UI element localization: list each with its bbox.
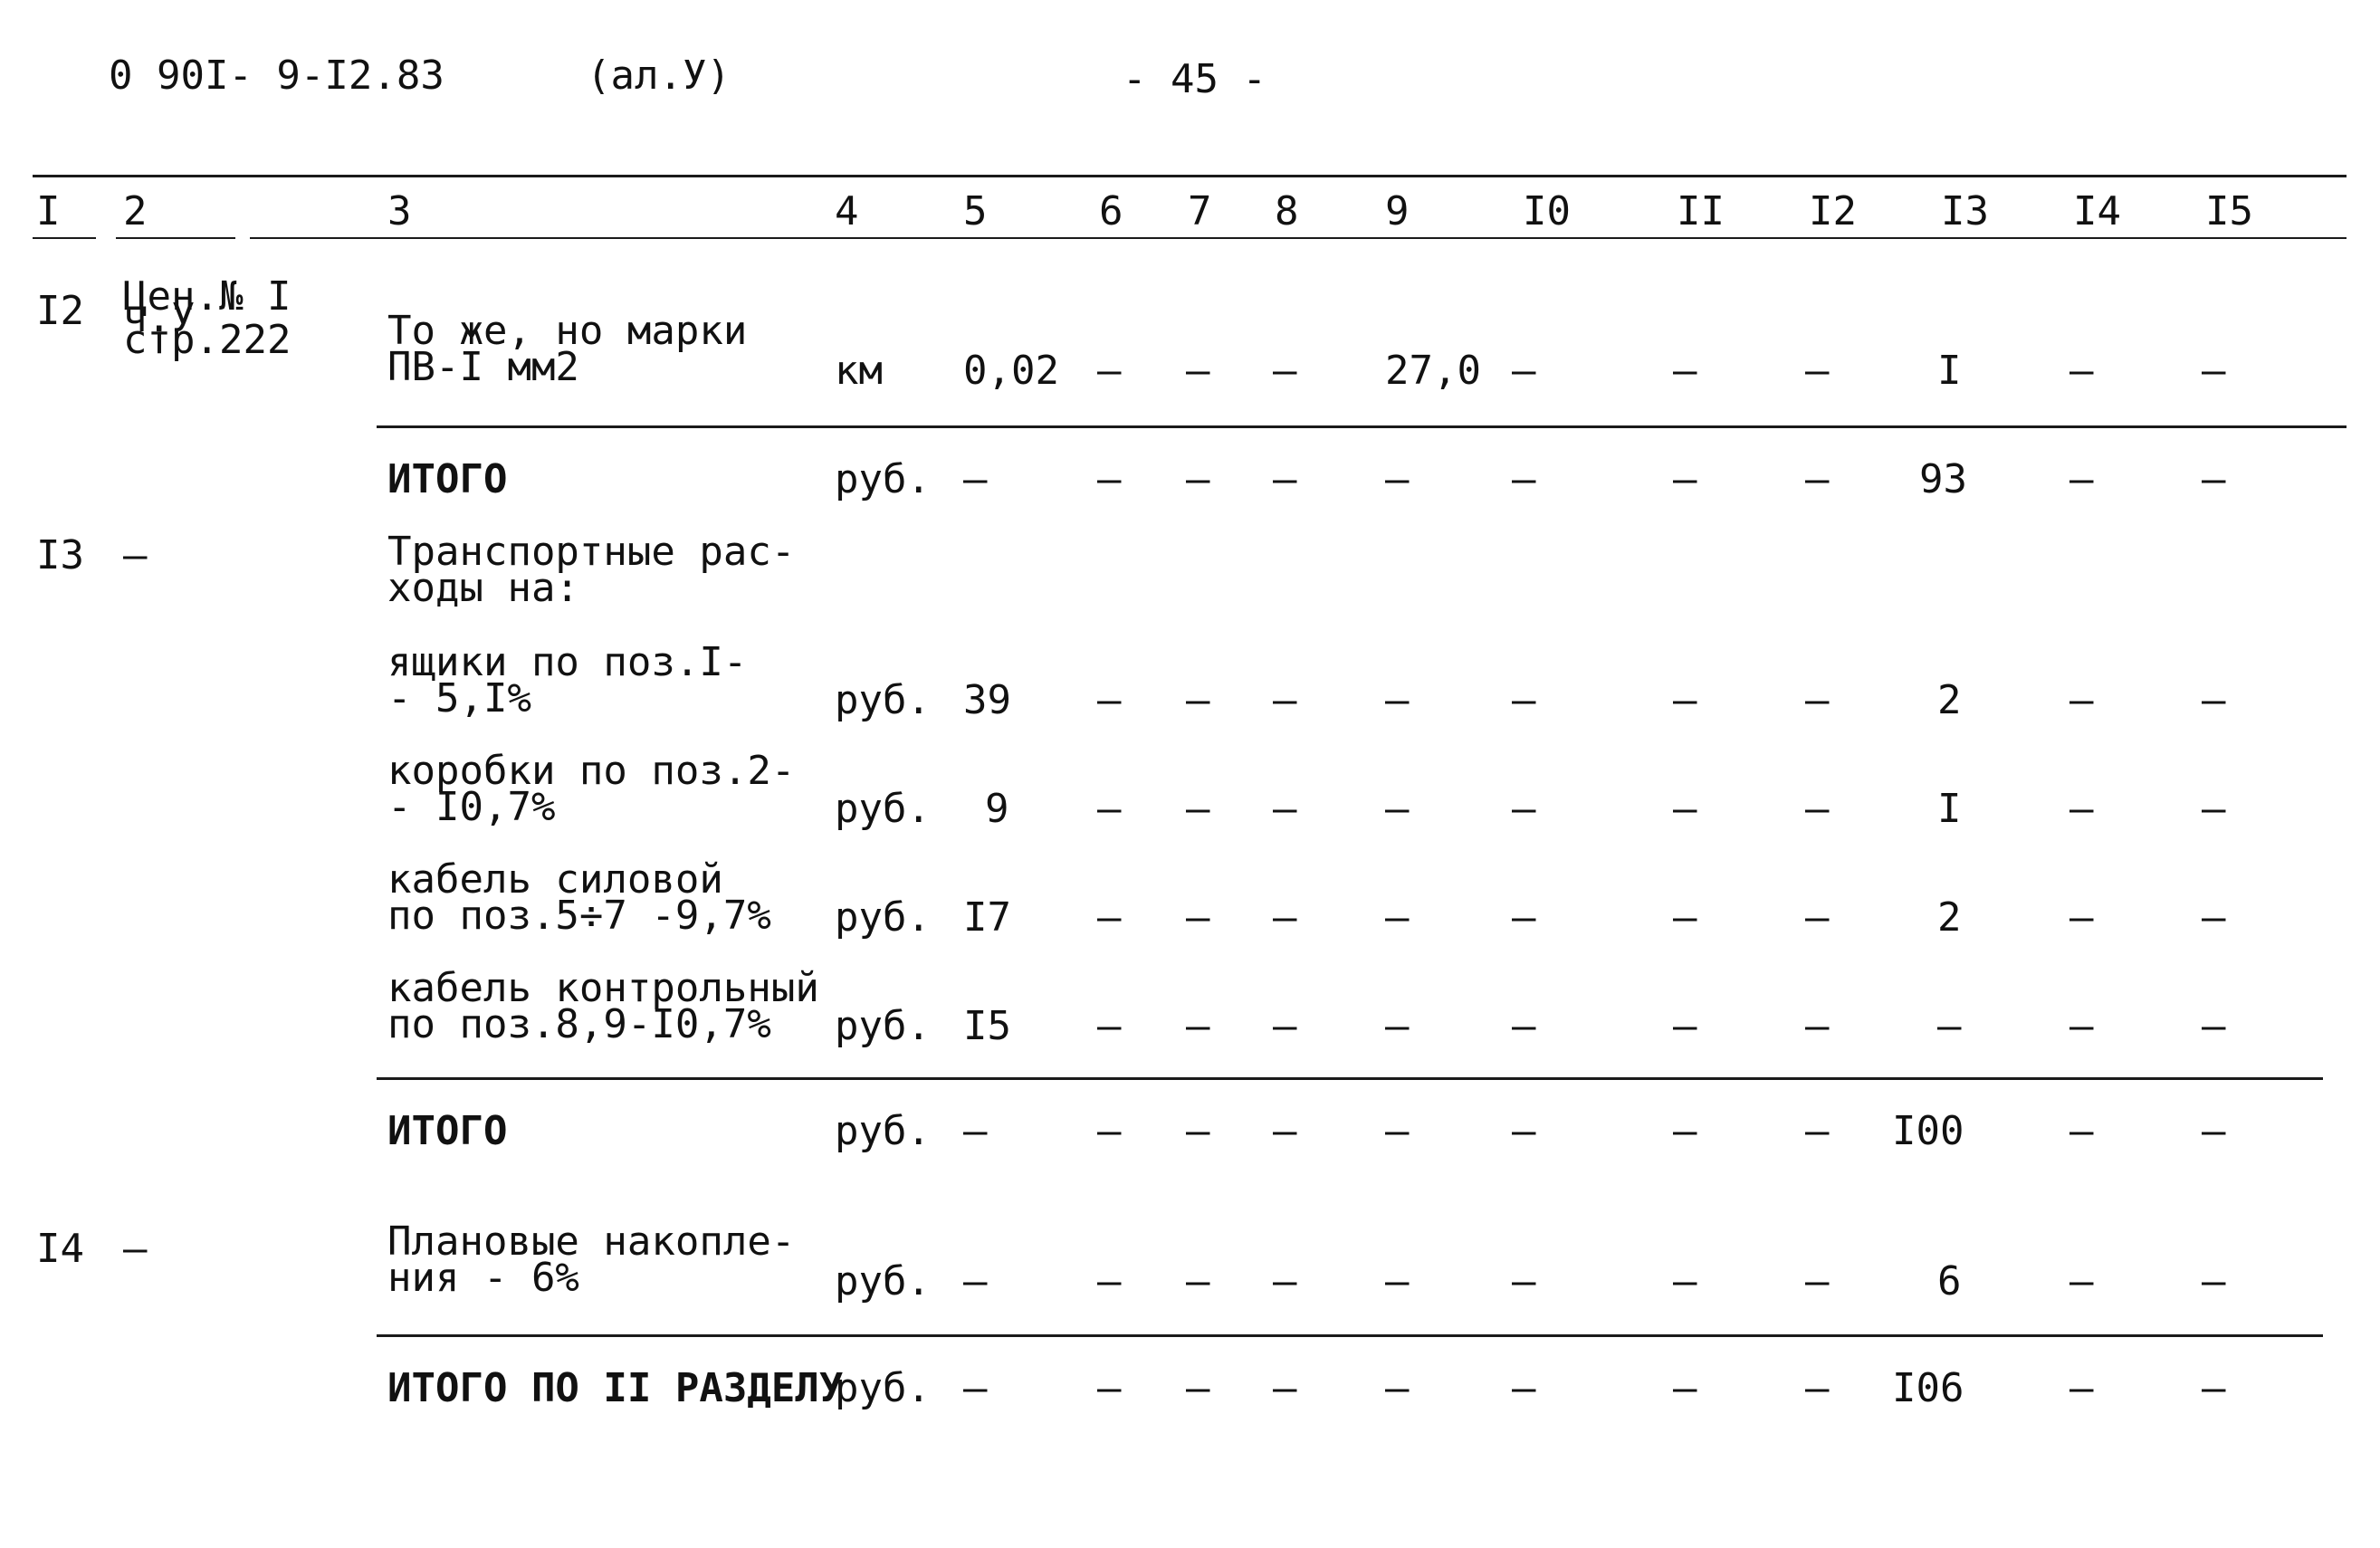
col-11-value: – bbox=[1673, 1003, 1697, 1049]
col-6-value: – bbox=[1097, 786, 1122, 832]
column-header: I4 bbox=[2073, 188, 2121, 234]
header-underline bbox=[33, 237, 96, 239]
row-position: I2 bbox=[36, 288, 84, 334]
col-14-value: – bbox=[2069, 786, 2094, 832]
column-header: 5 bbox=[963, 188, 988, 234]
col-6-value: – bbox=[1097, 1108, 1122, 1154]
table-top-rule bbox=[33, 175, 2347, 177]
col-13-value: – bbox=[1937, 1003, 1962, 1049]
col-8-value: – bbox=[1273, 348, 1297, 394]
col-11-value: – bbox=[1673, 348, 1697, 394]
col-12-value: – bbox=[1805, 677, 1830, 723]
col-7-value: – bbox=[1186, 348, 1210, 394]
col-15-value: – bbox=[2202, 348, 2226, 394]
col-11-value: – bbox=[1673, 1108, 1697, 1154]
row-reference: – bbox=[123, 1226, 148, 1272]
row-name: ИТОГО bbox=[387, 456, 508, 502]
col-11-value: – bbox=[1673, 1258, 1697, 1304]
col-13-value: I bbox=[1937, 786, 1962, 832]
row-unit: руб. bbox=[835, 1365, 931, 1411]
col-14-value: – bbox=[2069, 1108, 2094, 1154]
col-13-value: 6 bbox=[1937, 1258, 1962, 1304]
col-12-value: – bbox=[1805, 1258, 1830, 1304]
album-label: (ал.У) bbox=[587, 53, 731, 99]
col-11-value: – bbox=[1673, 894, 1697, 941]
row-name: То же, но марки ПВ-I мм2 bbox=[387, 308, 748, 390]
col-13-value: I00 bbox=[1892, 1108, 1964, 1154]
col-9-value: – bbox=[1385, 456, 1410, 502]
col-14-value: – bbox=[2069, 894, 2094, 941]
col-10-value: – bbox=[1512, 456, 1536, 502]
row-reference: Цен.№ I ч.У стр.222 bbox=[123, 273, 292, 364]
row-name: Плановые накопле- ния - 6% bbox=[387, 1218, 796, 1301]
col-8-value: – bbox=[1273, 1003, 1297, 1049]
col-7-value: – bbox=[1186, 786, 1210, 832]
row-name: кабель контрольный по поз.8,9-I0,7% bbox=[387, 965, 819, 1047]
col-5-value: 9 bbox=[985, 786, 1009, 832]
row-reference: – bbox=[123, 532, 148, 578]
col-13-value: I bbox=[1937, 348, 1962, 394]
col-6-value: – bbox=[1097, 348, 1122, 394]
col-11-value: – bbox=[1673, 677, 1697, 723]
col-12-value: – bbox=[1805, 1365, 1830, 1411]
col-5-value: – bbox=[963, 1108, 988, 1154]
col-8-value: – bbox=[1273, 456, 1297, 502]
col-10-value: – bbox=[1512, 677, 1536, 723]
col-11-value: – bbox=[1673, 1365, 1697, 1411]
col-13-value: 2 bbox=[1937, 677, 1962, 723]
col-14-value: – bbox=[2069, 1258, 2094, 1304]
col-6-value: – bbox=[1097, 1003, 1122, 1049]
column-header: I5 bbox=[2205, 188, 2253, 234]
col-5-value: – bbox=[963, 1365, 988, 1411]
col-5-value: – bbox=[963, 1258, 988, 1304]
col-9-value: – bbox=[1385, 786, 1410, 832]
col-15-value: – bbox=[2202, 1365, 2226, 1411]
col-8-value: – bbox=[1273, 786, 1297, 832]
row-unit: руб. bbox=[835, 456, 931, 502]
row-unit: руб. bbox=[835, 1258, 931, 1304]
col-7-value: – bbox=[1186, 677, 1210, 723]
col-8-value: – bbox=[1273, 1108, 1297, 1154]
col-15-value: – bbox=[2202, 894, 2226, 941]
row-unit: руб. bbox=[835, 1003, 931, 1049]
column-header: 4 bbox=[835, 188, 859, 234]
col-14-value: – bbox=[2069, 1003, 2094, 1049]
column-header: 7 bbox=[1188, 188, 1212, 234]
row-unit: руб. bbox=[835, 786, 931, 832]
col-8-value: – bbox=[1273, 1365, 1297, 1411]
column-header: 2 bbox=[123, 188, 148, 234]
column-header: 8 bbox=[1275, 188, 1299, 234]
subtotal-rule bbox=[377, 1077, 2323, 1080]
row-name: коробки по поз.2- - I0,7% bbox=[387, 748, 796, 830]
col-13-value: I06 bbox=[1892, 1365, 1964, 1411]
subtotal-rule bbox=[377, 425, 2347, 428]
row-name: ящики по поз.I- - 5,I% bbox=[387, 639, 748, 721]
column-header: 6 bbox=[1099, 188, 1123, 234]
col-13-value: 93 bbox=[1919, 456, 1967, 502]
col-9-value: – bbox=[1385, 1108, 1410, 1154]
col-9-value: – bbox=[1385, 677, 1410, 723]
subtotal-rule bbox=[377, 1334, 2323, 1337]
col-10-value: – bbox=[1512, 894, 1536, 941]
col-9-value: 27,0 bbox=[1385, 348, 1481, 394]
col-8-value: – bbox=[1273, 894, 1297, 941]
col-10-value: – bbox=[1512, 1108, 1536, 1154]
row-name: Транспортные рас- ходы на: bbox=[387, 529, 796, 611]
col-15-value: – bbox=[2202, 1003, 2226, 1049]
col-10-value: – bbox=[1512, 1003, 1536, 1049]
column-header: 9 bbox=[1385, 188, 1410, 234]
col-15-value: – bbox=[2202, 456, 2226, 502]
row-name: кабель силовой по поз.5÷7 -9,7% bbox=[387, 856, 771, 939]
col-6-value: – bbox=[1097, 456, 1122, 502]
col-5-value: – bbox=[963, 456, 988, 502]
col-14-value: – bbox=[2069, 1365, 2094, 1411]
col-12-value: – bbox=[1805, 1108, 1830, 1154]
column-header: II bbox=[1677, 188, 1725, 234]
page-number: - 45 - bbox=[1123, 56, 1266, 102]
col-6-value: – bbox=[1097, 1258, 1122, 1304]
col-7-value: – bbox=[1186, 456, 1210, 502]
row-unit: руб. bbox=[835, 894, 931, 941]
col-12-value: – bbox=[1805, 1003, 1830, 1049]
col-6-value: – bbox=[1097, 894, 1122, 941]
column-header: I3 bbox=[1941, 188, 1989, 234]
col-14-value: – bbox=[2069, 456, 2094, 502]
col-7-value: – bbox=[1186, 894, 1210, 941]
col-15-value: – bbox=[2202, 1108, 2226, 1154]
col-7-value: – bbox=[1186, 1108, 1210, 1154]
col-15-value: – bbox=[2202, 1258, 2226, 1304]
row-unit: км bbox=[835, 348, 883, 394]
col-15-value: – bbox=[2202, 786, 2226, 832]
col-12-value: – bbox=[1805, 456, 1830, 502]
row-unit: руб. bbox=[835, 677, 931, 723]
col-5-value: 0,02 bbox=[963, 348, 1059, 394]
col-7-value: – bbox=[1186, 1003, 1210, 1049]
col-5-value: I5 bbox=[963, 1003, 1011, 1049]
column-header: I0 bbox=[1523, 188, 1571, 234]
col-5-value: I7 bbox=[963, 894, 1011, 941]
col-9-value: – bbox=[1385, 894, 1410, 941]
col-13-value: 2 bbox=[1937, 894, 1962, 941]
col-15-value: – bbox=[2202, 677, 2226, 723]
row-unit: руб. bbox=[835, 1108, 931, 1154]
row-name: ИТОГО ПО II РАЗДЕЛУ bbox=[387, 1365, 844, 1411]
col-9-value: – bbox=[1385, 1258, 1410, 1304]
column-header: I2 bbox=[1809, 188, 1857, 234]
col-7-value: – bbox=[1186, 1365, 1210, 1411]
col-11-value: – bbox=[1673, 786, 1697, 832]
col-9-value: – bbox=[1385, 1365, 1410, 1411]
col-11-value: – bbox=[1673, 456, 1697, 502]
col-12-value: – bbox=[1805, 348, 1830, 394]
col-10-value: – bbox=[1512, 348, 1536, 394]
col-5-value: 39 bbox=[963, 677, 1011, 723]
col-9-value: – bbox=[1385, 1003, 1410, 1049]
col-8-value: – bbox=[1273, 1258, 1297, 1304]
col-12-value: – bbox=[1805, 786, 1830, 832]
col-6-value: – bbox=[1097, 1365, 1122, 1411]
col-8-value: – bbox=[1273, 677, 1297, 723]
col-7-value: – bbox=[1186, 1258, 1210, 1304]
col-14-value: – bbox=[2069, 348, 2094, 394]
row-position: I4 bbox=[36, 1226, 84, 1272]
col-10-value: – bbox=[1512, 1258, 1536, 1304]
col-10-value: – bbox=[1512, 1365, 1536, 1411]
row-position: I3 bbox=[36, 532, 84, 578]
col-6-value: – bbox=[1097, 677, 1122, 723]
col-12-value: – bbox=[1805, 894, 1830, 941]
document-code: 0 90I- 9-I2.83 bbox=[109, 53, 444, 99]
header-underline bbox=[116, 237, 235, 239]
col-10-value: – bbox=[1512, 786, 1536, 832]
header-underline bbox=[250, 237, 2347, 239]
row-name: ИТОГО bbox=[387, 1108, 508, 1154]
column-header: I bbox=[36, 188, 61, 234]
col-14-value: – bbox=[2069, 677, 2094, 723]
column-header: 3 bbox=[387, 188, 412, 234]
